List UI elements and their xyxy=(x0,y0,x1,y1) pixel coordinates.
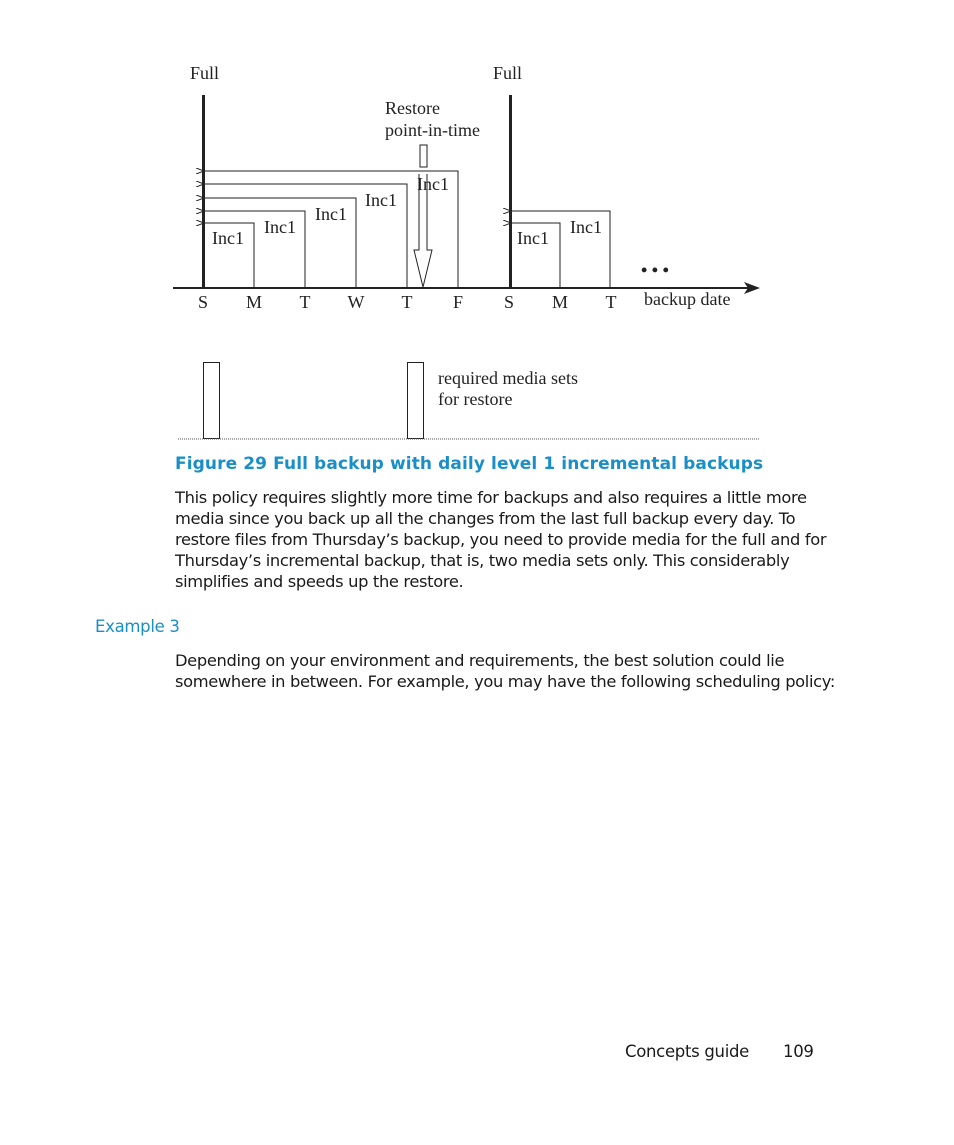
media-label-line1: required media sets xyxy=(438,368,578,388)
paragraph-1-line: media since you back up all the changes from the last full backup every day. To xyxy=(175,509,796,528)
inc-label-mon-2: Inc1 xyxy=(517,228,549,248)
media-set-thursday xyxy=(408,363,424,439)
paragraph-1-line: This policy requires slightly more time for backups and also requires a little more xyxy=(175,488,807,507)
paragraph-1 xyxy=(175,487,827,592)
page-number: 109 xyxy=(783,1042,814,1061)
day-label-tue-2: T xyxy=(605,292,617,312)
media-label-line2: for restore xyxy=(438,389,513,409)
paragraph-1-line: Thursday’s incremental backup, that is, two media sets only. This considerably xyxy=(175,551,790,570)
day-label-fri: F xyxy=(452,292,464,312)
inc-label-tue-2: Inc1 xyxy=(570,217,602,237)
section-heading-example-3: Example 3 xyxy=(95,617,180,636)
inc-label-thu: Inc1 xyxy=(365,190,397,210)
day-label-mon: M xyxy=(245,292,263,312)
paragraph-1-line: restore files from Thursday’s backup, you need to provide media for the full and for xyxy=(175,530,827,549)
full-label-1: Full xyxy=(190,63,220,83)
day-label-sun: S xyxy=(197,292,209,312)
restore-label-line1: Restore xyxy=(385,98,440,118)
media-set-full xyxy=(204,363,220,439)
inc-label-tue: Inc1 xyxy=(264,217,296,237)
day-label-sat: S xyxy=(503,292,515,312)
full-label-2: Full xyxy=(493,63,523,83)
day-label-wed: W xyxy=(347,292,365,312)
day-label-thu: T xyxy=(401,292,413,312)
restore-arrow-icon xyxy=(414,145,432,287)
inc-label-mon: Inc1 xyxy=(212,228,244,248)
paragraph-1-line: simplifies and speeds up the restore. xyxy=(175,572,464,591)
footer-title: Concepts guide xyxy=(625,1042,750,1061)
paragraph-2 xyxy=(175,650,835,692)
backup-schedule-diagram xyxy=(0,0,954,450)
restore-label-line2: point-in-time xyxy=(385,120,480,140)
inc-label-fri: Inc1 xyxy=(417,174,449,194)
axis-label: backup date xyxy=(644,289,731,309)
paragraph-2-line: Depending on your environment and requirements, the best solution could lie xyxy=(175,651,785,670)
continuation-ellipsis: • • • xyxy=(641,260,669,280)
day-label-tue: T xyxy=(299,292,311,312)
inc-label-wed: Inc1 xyxy=(315,204,347,224)
figure-caption: Figure 29 Full backup with daily level 1 incremental backups xyxy=(175,454,764,474)
paragraph-2-line: somewhere in between. For example, you may have the following scheduling policy: xyxy=(175,672,835,691)
day-label-mon-2: M xyxy=(551,292,569,312)
